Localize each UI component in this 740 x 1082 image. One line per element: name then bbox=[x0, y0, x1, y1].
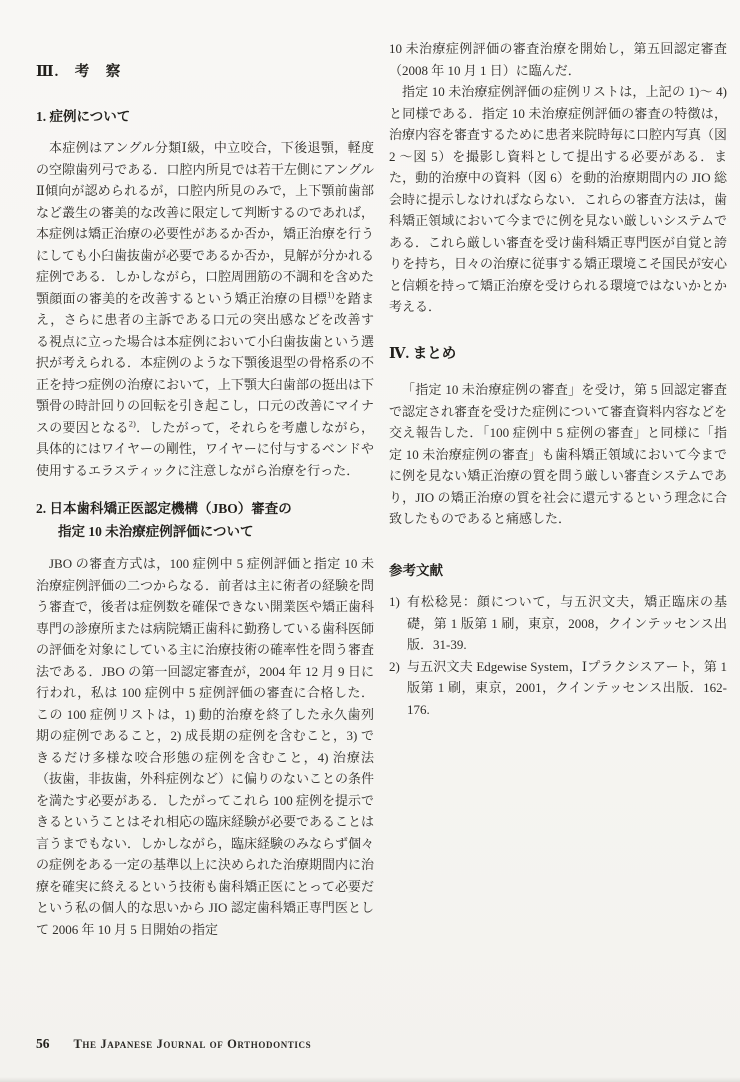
case-paragraph-part-2: を踏まえ，さらに患者の主訴である口元の突出感などを改善する視点に立った場合は本症例において小臼歯抜歯という選択が考えられる．本症例のような下顎後退型の骨格系の不正を持つ症例の治療において，上下顎大臼歯部の挺出は下顎骨の時計回りの回転を引き起こし，口元の改善にマイナスの要因となる bbox=[36, 290, 375, 435]
summary-paragraph: 「指定 10 未治療症例の審査」を受け，第 5 回認定審査で認定され審査を受けた症例について審査資料内容などを交え報告した．「100 症例中 5 症例の審査」と同様に「指定 10 未治療症例の審査」も歯科矯正領域において今までに例を見ない矯正治療の質を問う厳しい審査システムであり，JIO の矯正治療の質を社会に還元するという理念に合致したものであると痛感した． bbox=[389, 382, 727, 526]
scan-edge-shadow bbox=[0, 1077, 740, 1082]
right-column bbox=[389, 38, 727, 720]
section-heading-discussion: Ⅲ. 考 察 bbox=[36, 64, 122, 80]
reference-marker: 1) bbox=[389, 594, 400, 609]
reference-marker: 2) bbox=[389, 658, 400, 674]
case-paragraph-part-1: 本症例はアングル分類Ⅰ級，中立咬合，下後退顎，軽度の空隙歯列弓である．口腔内所見では若干左側にアングルⅡ傾向が認められるが，口腔内所見のみで，上下顎前歯部など叢生の審美的な改善に限定して判断するのであれば，本症例は矯正治療の必要性があるか否か，矯正治療を行うにしても小臼歯抜歯が必要であるか否か，見解が分かれる症例である．しかしながら，口腔周囲筋の不調和を含めた顎顔面の審美的を改善するという矯正治療の目標 bbox=[36, 140, 375, 306]
journal-title: The Japanese Journal of Orthodontics bbox=[73, 1037, 312, 1051]
reference-item bbox=[389, 591, 727, 656]
subsection-heading-jbo bbox=[36, 497, 374, 543]
references-heading: 参考文献 bbox=[389, 562, 443, 578]
jbo-paragraph: JBO の審査方式は，100 症例中 5 症例評価と指定 10 未治療症例評価の二つからなる．前者は主に術者の経験を問う審査で，後者は症例数を確保できない開業医や矯正歯科専門の診療所または病院矯正歯科に勤務している歯科医師の評価を対象にしている主に治療技術の確率性を問う審査法である．JBO の第一回認定審査が，2004 年 12 月 9 日に行われ，私は 100 症例中 5 症例評価の審査に合格した．この 100 症例リストは，1) 動的治療を終了した永久歯列期の症例であること，2) 成長期の症例を含むこと，3) できるだけ多様な咬合形態の症例を含むこと，4) 治療法（抜歯，非抜歯，外科症例など）に偏りのないことの条件を満たす必要がある．したがってこれら 100 症例を提示できるということはそれ相応の臨床経験が必要であることは言うまでもない．しかしながら，臨床経験のみならず個々の症例をある一定の基準以上に決められた治療期間内に治療を確実に終えるという技術も歯科矯正医にとって必要だという私の個人的な思いから JIO 認定歯科矯正専門医として 2006 年 10 月 5 日開始の指定 bbox=[36, 556, 375, 937]
section-heading-summary: Ⅳ. まとめ bbox=[389, 345, 457, 362]
designated-cases-paragraph: 指定 10 未治療症例評価の症例リストは，上記の 1)～ 4) と同様である．指定 10 未治療症例評価の審査の特徴は，治療内容を審査するために患者来院時毎に口腔内写真（図 2 ～図 5）を撮影し資料として提出する必要がある．また，動的治療中の資料（図 6）を動的治療期間内の JIO 総会時に提示しなければならない．これらの審査方法は，歯科矯正領域において今までに例を見ない厳しいシステムである．これら厳しい審査を受け歯科矯正専門医が自覚と誇りを持ち，日々の治療に従事する矯正環境こそ国民が安心と信頼を持って矯正治療を受けられる環境ではないかとか考える． bbox=[389, 84, 728, 314]
reference-text: 与五沢文夫 Edgewise System，Ⅰプラクシスアート，第 1 版第 1 刷，東京，2001，クインテッセンス出版．162-176. bbox=[407, 658, 727, 717]
jbo-heading-line1: 2. 日本歯科矯正医認定機構（JBO）審査の bbox=[36, 501, 292, 516]
page-number: 56 bbox=[36, 1036, 50, 1051]
jbo-heading-line2: 指定 10 未治療症例評価について bbox=[58, 524, 254, 539]
footer bbox=[36, 1036, 311, 1052]
reference-text: 有松稔晃：顔について，与五沢文夫，矯正臨床の基礎，第 1 版第 1 刷，東京，2008，クインテッセンス出版．31-39. bbox=[407, 594, 727, 652]
reference-superscript-1: 1) bbox=[327, 289, 335, 300]
reference-item bbox=[389, 656, 727, 721]
left-column bbox=[36, 62, 374, 940]
subsection-heading-case: 1. 症例について bbox=[36, 108, 131, 124]
continuation-paragraph: 10 未治療症例評価の審査治療を開始し，第五回認定審査（2008 年 10 月 1 日）に臨んだ． bbox=[389, 41, 727, 78]
case-paragraph bbox=[36, 137, 374, 481]
reference-superscript-2: 2) bbox=[128, 418, 136, 429]
case-paragraph-part-3: ．したがって，それらを考慮しながら，具体的にはワイヤーの剛性，ワイヤーに付与するベンドや使用するエラスティックに注意しながら治療を行った． bbox=[36, 419, 374, 478]
